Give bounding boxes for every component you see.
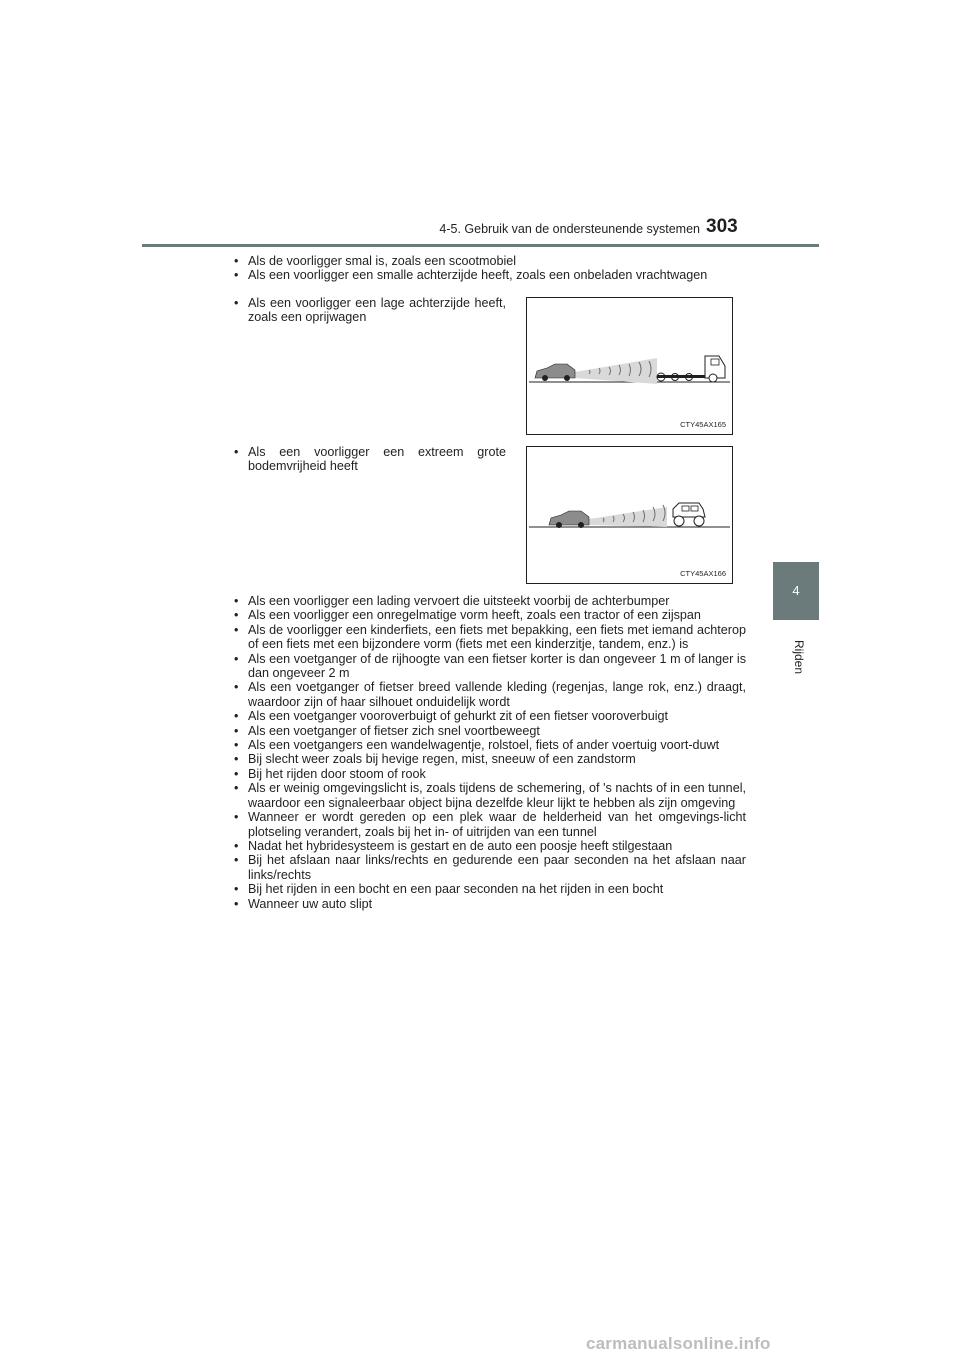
list-item: • Als een voorligger een lading vervoert die uitsteekt voorbij de achterbumper xyxy=(234,594,746,608)
chapter-tab: 4 xyxy=(773,562,819,620)
list-item: • Als een voorligger een lage achterzijde heeft, zoals een oprijwagen xyxy=(234,296,506,325)
bullet-list-top xyxy=(234,254,746,283)
list-item: • Wanneer er wordt gereden op een plek waar de helderheid van het omgevings-licht plotseling verandert, zoals bij het in- of uitrijden van een tunnel xyxy=(234,810,746,839)
list-item: • Als een voetganger of de rijhoogte van een fietser korter is dan ongeveer 1 m of langer is dan ongeveer 2 m xyxy=(234,652,746,681)
watermark: carmanualsonline.info xyxy=(586,1334,771,1353)
section-title: 4-5. Gebruik van de ondersteunende systemen xyxy=(439,222,700,236)
list-item: • Als een voetganger vooroverbuigt of gehurkt zit of een fietser vooroverbuigt xyxy=(234,709,746,723)
list-item: • Bij het rijden door stoom of rook xyxy=(234,767,746,781)
car-behind-high-clearance-vehicle-illustration xyxy=(527,447,732,583)
list-item: • Als een voorligger een extreem grote bodemvrijheid heeft xyxy=(234,445,506,474)
list-item: • Als een voetgangers een wandelwagentje, rolstoel, fiets of ander voertuig voort-duwt xyxy=(234,738,746,752)
list-item: • Als een voorligger een onregelmatige vorm heeft, zoals een tractor of een zijspan xyxy=(234,608,746,622)
figure-low-trailer xyxy=(526,297,733,435)
list-item: • Wanneer uw auto slipt xyxy=(234,897,746,911)
figure-code: CTY45AX165 xyxy=(680,420,726,429)
car-behind-low-trailer-illustration xyxy=(527,298,732,434)
list-item: • Als een voorligger een smalle achterzijde heeft, zoals een onbeladen vrachtwagen xyxy=(234,268,746,282)
list-item: • Nadat het hybridesysteem is gestart en de auto een poosje heeft stilgestaan xyxy=(234,839,746,853)
figure-high-clearance xyxy=(526,446,733,584)
list-item: • Bij het afslaan naar links/rechts en gedurende een paar seconden na het afslaan naar links/rechts xyxy=(234,853,746,882)
list-item: • Als een voetganger of fietser breed vallende kleding (regenjas, lange rok, enz.) draagt, waardoor zijn of haar silhouet onduidelijk wordt xyxy=(234,680,746,709)
chapter-label: Rijden xyxy=(792,640,806,675)
list-item: • Bij slecht weer zoals bij hevige regen, mist, sneeuw of een zandstorm xyxy=(234,752,746,766)
list-item: • Als een voetganger of fietser zich snel voortbeweegt xyxy=(234,724,746,738)
page-number: 303 xyxy=(706,216,738,237)
list-item: • Als er weinig omgevingslicht is, zoals tijdens de schemering, of 's nachts of in een tunnel, waardoor een signaleerbaar object bijna dezelfde kleur lijkt te hebben als zijn omgeving xyxy=(234,781,746,810)
bullet-list-figure-2 xyxy=(234,445,506,474)
bullet-list-bottom xyxy=(234,594,746,911)
figure-code: CTY45AX166 xyxy=(680,569,726,578)
header-divider xyxy=(142,244,819,247)
list-item: • Als de voorligger smal is, zoals een scootmobiel xyxy=(234,254,746,268)
bullet-list-figure-1 xyxy=(234,296,506,325)
list-item: • Als de voorligger een kinderfiets, een fiets met bepakking, een fiets met iemand achterop of een fiets met een bijzondere vorm (fiets met een kinderzitje, tandem, enz.) is xyxy=(234,623,746,652)
list-item: • Bij het rijden in een bocht en een paar seconden na het rijden in een bocht xyxy=(234,882,746,896)
